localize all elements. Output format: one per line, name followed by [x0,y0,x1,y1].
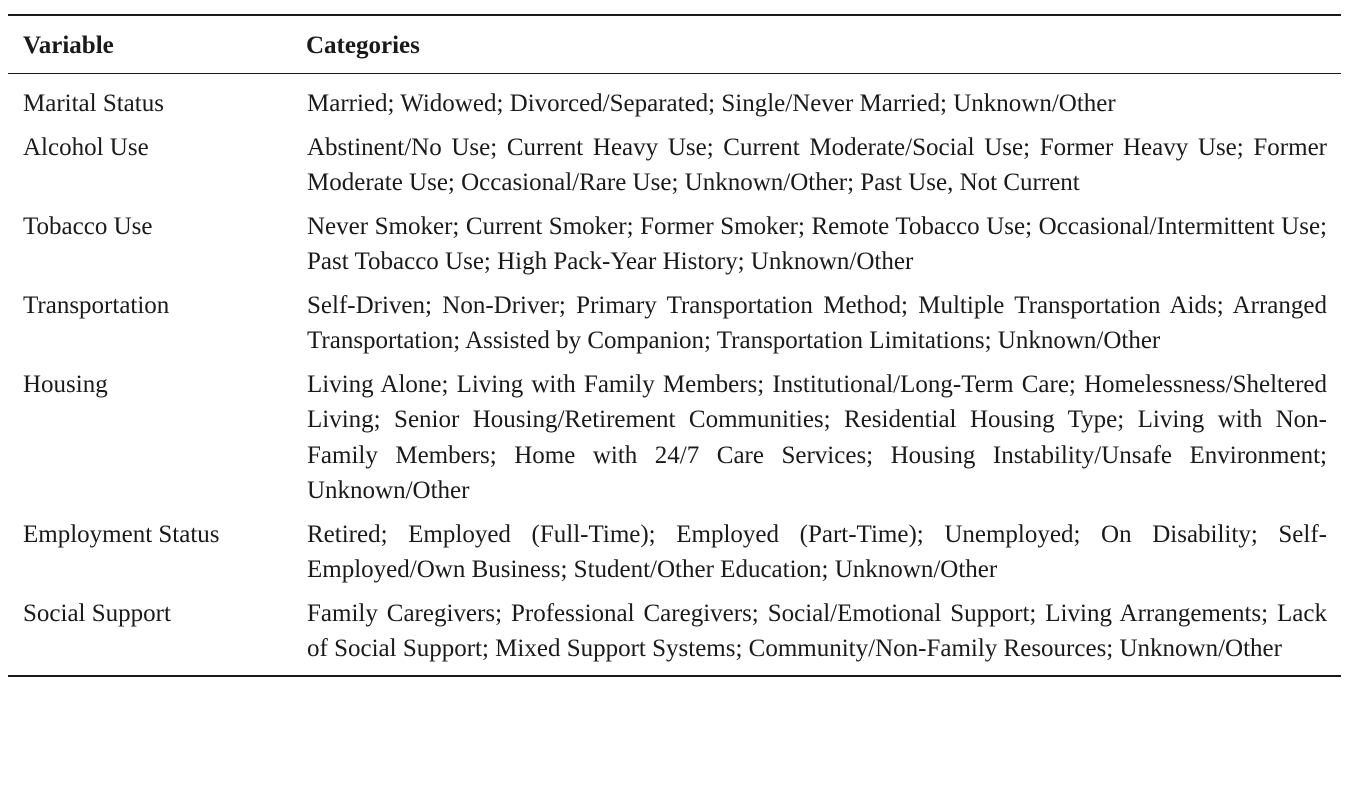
variable-cell: Alcohol Use [23,133,149,161]
categories-cell: Retired; Employed (Full-Time); Employed (Part-Time); Unemployed; On Disability; Self-Employed/Own Business; Student/Other Education; Unknown/Other [307,520,1327,583]
header-row [8,15,1341,74]
variable-cell: Transportation [23,291,170,319]
categories-cell: Family Caregivers; Professional Caregivers; Social/Emotional Support; Living Arrangements; Lack of Social Support; Mixed Support Systems; Community/Non-Family Resources; Unknown/Other [307,599,1327,662]
categories-cell: Never Smoker; Current Smoker; Former Smoker; Remote Tobacco Use; Occasional/Intermittent Use; Past Tobacco Use; High Pack-Year History; Unknown/Other [307,212,1327,275]
variables-table-container [8,14,1341,677]
categories-cell: Abstinent/No Use; Current Heavy Use; Current Moderate/Social Use; Former Heavy Use; Former Moderate Use; Occasional/Rare Use; Unknown/Other; Past Use, Not Current [307,133,1327,196]
table-row [8,205,1341,284]
variables-categories-table [8,14,1341,677]
variable-cell: Marital Status [23,90,164,117]
categories-cell: Married; Widowed; Divorced/Separated; Single/Never Married; Unknown/Other [307,90,1116,117]
variable-cell: Social Support [23,599,171,627]
table-row [8,74,1341,126]
categories-cell: Self-Driven; Non-Driver; Primary Transportation Method; Multiple Transportation Aids; Arranged Transportation; Assisted by Companion; Transportation Limitations; Unknown/Other [307,291,1327,354]
table-row [8,592,1341,676]
table-body [8,74,1341,676]
table-row [8,126,1341,205]
categories-cell: Living Alone; Living with Family Members; Institutional/Long-Term Care; Homelessness/Sheltered Living; Senior Housing/Retirement Communities; Residential Housing Type; Living with Non-Family Members; Home with 24/7 Care Services; Housing Instability/Unsafe Environment; Unknown/Other [307,370,1327,504]
table-header [8,15,1341,74]
variable-cell: Employment Status [23,520,220,548]
variable-cell: Housing [23,370,108,398]
variable-cell: Tobacco Use [23,212,153,240]
header-variable: Variable [23,32,114,59]
table-row [8,363,1341,513]
table-row [8,513,1341,592]
header-categories: Categories [306,32,420,59]
table-row [8,284,1341,363]
